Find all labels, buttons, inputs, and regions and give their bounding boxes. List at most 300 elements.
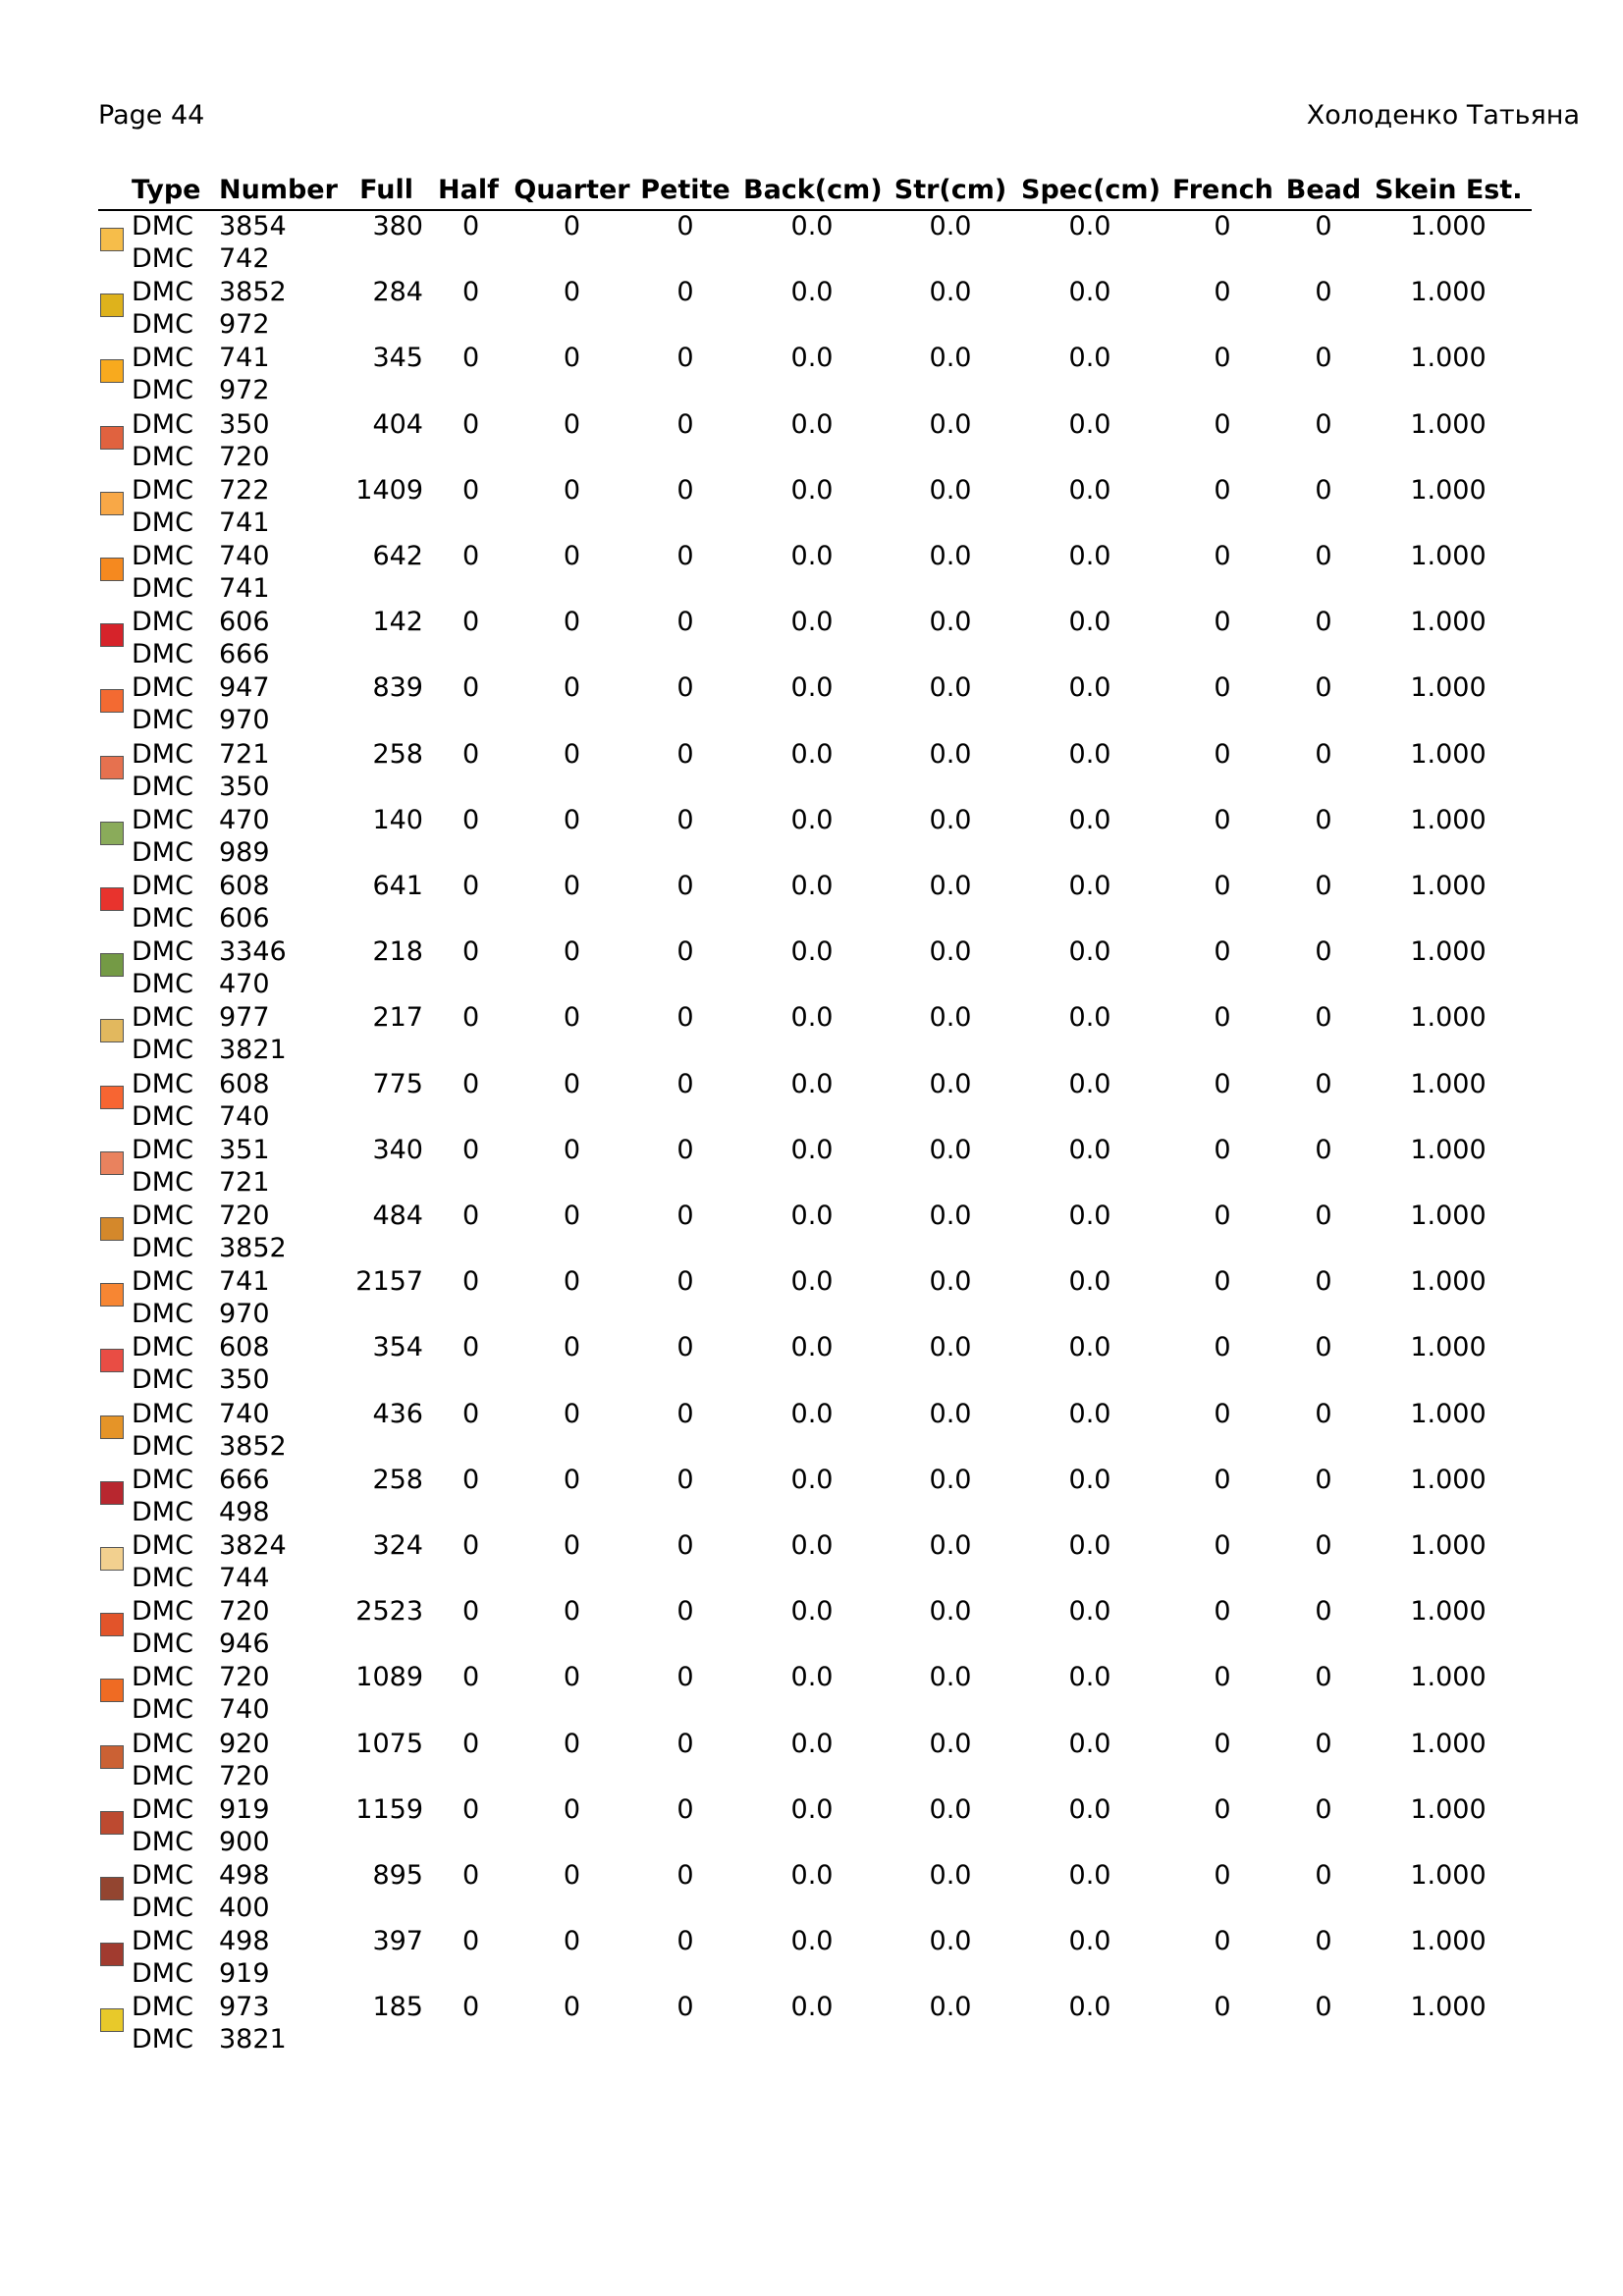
table-row xyxy=(0,1596,1623,1662)
table-row xyxy=(0,475,1623,541)
full-cell: 217 xyxy=(372,1002,423,1034)
str-cell: 0.0 xyxy=(929,1793,972,1825)
full-cell: 484 xyxy=(372,1201,423,1231)
table-row xyxy=(0,211,1623,277)
petite-cell: 0 xyxy=(676,1134,694,1165)
spec-cell: 0.0 xyxy=(1068,738,1111,770)
petite-cell: 0 xyxy=(676,607,694,638)
type-cell: DMC xyxy=(132,1728,193,1759)
number-cell: 3852 xyxy=(219,277,287,308)
french-cell: 0 xyxy=(1214,1926,1231,1957)
quarter-cell: 0 xyxy=(563,1926,581,1957)
number-cell: 720 xyxy=(219,1662,270,1693)
french-cell: 0 xyxy=(1214,871,1231,901)
skein-cell: 1.000 xyxy=(1410,343,1487,374)
quarter-cell: 0 xyxy=(563,936,581,968)
color-swatch xyxy=(100,1151,124,1175)
color-swatch xyxy=(100,1547,124,1571)
table-row xyxy=(0,672,1623,738)
color-swatch xyxy=(100,1943,124,1966)
color-swatch xyxy=(100,1811,124,1835)
full-cell: 839 xyxy=(372,672,423,704)
full-cell: 258 xyxy=(372,738,423,770)
number2-cell: 740 xyxy=(219,1694,270,1726)
skein-cell: 1.000 xyxy=(1410,1992,1487,2023)
color-swatch xyxy=(100,1679,124,1702)
full-cell: 354 xyxy=(372,1332,423,1363)
full-cell: 140 xyxy=(372,804,423,835)
bead-cell: 0 xyxy=(1315,1992,1332,2023)
petite-cell: 0 xyxy=(676,871,694,901)
back-cell: 0.0 xyxy=(790,408,834,440)
skein-cell: 1.000 xyxy=(1410,211,1487,241)
number-cell: 350 xyxy=(219,408,270,440)
table-row xyxy=(0,1992,1623,2057)
skein-cell: 1.000 xyxy=(1410,541,1487,571)
back-cell: 0.0 xyxy=(790,738,834,770)
table-row xyxy=(0,871,1623,936)
str-cell: 0.0 xyxy=(929,1332,972,1363)
petite-cell: 0 xyxy=(676,474,694,506)
back-cell: 0.0 xyxy=(790,804,834,835)
type-cell: DMC xyxy=(132,1134,193,1165)
str-cell: 0.0 xyxy=(929,277,972,308)
skein-cell: 1.000 xyxy=(1410,1002,1487,1034)
back-cell: 0.0 xyxy=(790,277,834,308)
french-cell: 0 xyxy=(1214,1860,1231,1891)
str-cell: 0.0 xyxy=(929,1530,972,1561)
quarter-cell: 0 xyxy=(563,1002,581,1034)
quarter-cell: 0 xyxy=(563,1793,581,1825)
number2-cell: 350 xyxy=(219,771,270,802)
color-swatch xyxy=(100,887,124,911)
half-cell: 0 xyxy=(462,1596,480,1628)
petite-cell: 0 xyxy=(676,1860,694,1891)
spec-cell: 0.0 xyxy=(1068,607,1111,638)
full-cell: 380 xyxy=(372,211,423,241)
page-number: Page 44 xyxy=(98,100,205,131)
spec-cell: 0.0 xyxy=(1068,804,1111,835)
quarter-cell: 0 xyxy=(563,804,581,835)
bead-cell: 0 xyxy=(1315,1068,1332,1099)
bead-cell: 0 xyxy=(1315,1266,1332,1298)
skein-cell: 1.000 xyxy=(1410,1662,1487,1693)
number2-cell: 720 xyxy=(219,441,270,472)
type-cell: DMC xyxy=(132,1530,193,1561)
spec-cell: 0.0 xyxy=(1068,541,1111,571)
quarter-cell: 0 xyxy=(563,1464,581,1495)
petite-cell: 0 xyxy=(676,672,694,704)
full-cell: 142 xyxy=(372,607,423,638)
type2-cell: DMC xyxy=(132,1694,193,1726)
type-cell: DMC xyxy=(132,1793,193,1825)
quarter-cell: 0 xyxy=(563,1134,581,1165)
full-cell: 2157 xyxy=(355,1266,423,1298)
petite-cell: 0 xyxy=(676,1992,694,2023)
spec-cell: 0.0 xyxy=(1068,277,1111,308)
bead-cell: 0 xyxy=(1315,1728,1332,1759)
table-row xyxy=(0,277,1623,343)
col-bead: Bead xyxy=(1285,175,1362,205)
french-cell: 0 xyxy=(1214,1398,1231,1429)
col-type: Type xyxy=(132,175,201,205)
skein-cell: 1.000 xyxy=(1410,1728,1487,1759)
type2-cell: DMC xyxy=(132,1166,193,1198)
color-swatch xyxy=(100,1349,124,1372)
number2-cell: 989 xyxy=(219,836,270,868)
number2-cell: 3821 xyxy=(219,1035,287,1066)
color-swatch xyxy=(100,623,124,647)
type2-cell: DMC xyxy=(132,309,193,341)
skein-cell: 1.000 xyxy=(1410,871,1487,901)
petite-cell: 0 xyxy=(676,1068,694,1099)
back-cell: 0.0 xyxy=(790,541,834,571)
petite-cell: 0 xyxy=(676,1596,694,1628)
back-cell: 0.0 xyxy=(790,1266,834,1298)
full-cell: 258 xyxy=(372,1464,423,1495)
type2-cell: DMC xyxy=(132,1760,193,1791)
type-cell: DMC xyxy=(132,1662,193,1693)
color-swatch xyxy=(100,1217,124,1241)
half-cell: 0 xyxy=(462,871,480,901)
back-cell: 0.0 xyxy=(790,343,834,374)
type-cell: DMC xyxy=(132,474,193,506)
skein-cell: 1.000 xyxy=(1410,277,1487,308)
number-cell: 720 xyxy=(219,1201,270,1231)
quarter-cell: 0 xyxy=(563,1992,581,2023)
number2-cell: 3821 xyxy=(219,2024,287,2056)
color-swatch xyxy=(100,2008,124,2032)
number2-cell: 742 xyxy=(219,243,270,274)
type-cell: DMC xyxy=(132,1266,193,1298)
full-cell: 284 xyxy=(372,277,423,308)
petite-cell: 0 xyxy=(676,541,694,571)
type2-cell: DMC xyxy=(132,1496,193,1527)
spec-cell: 0.0 xyxy=(1068,1596,1111,1628)
french-cell: 0 xyxy=(1214,1793,1231,1825)
type-cell: DMC xyxy=(132,607,193,638)
number-cell: 608 xyxy=(219,871,270,901)
skein-cell: 1.000 xyxy=(1410,1398,1487,1429)
spec-cell: 0.0 xyxy=(1068,1793,1111,1825)
petite-cell: 0 xyxy=(676,408,694,440)
half-cell: 0 xyxy=(462,1201,480,1231)
type2-cell: DMC xyxy=(132,969,193,1000)
skein-cell: 1.000 xyxy=(1410,474,1487,506)
skein-cell: 1.000 xyxy=(1410,672,1487,704)
skein-cell: 1.000 xyxy=(1410,1332,1487,1363)
number2-cell: 972 xyxy=(219,375,270,406)
color-swatch xyxy=(100,689,124,713)
type2-cell: DMC xyxy=(132,1826,193,1857)
str-cell: 0.0 xyxy=(929,1464,972,1495)
back-cell: 0.0 xyxy=(790,1926,834,1957)
spec-cell: 0.0 xyxy=(1068,343,1111,374)
french-cell: 0 xyxy=(1214,1596,1231,1628)
col-skein: Skein Est. xyxy=(1375,175,1523,205)
number-cell: 973 xyxy=(219,1992,270,2023)
half-cell: 0 xyxy=(462,1992,480,2023)
skein-cell: 1.000 xyxy=(1410,1926,1487,1957)
full-cell: 324 xyxy=(372,1530,423,1561)
skein-cell: 1.000 xyxy=(1410,1464,1487,1495)
full-cell: 185 xyxy=(372,1992,423,2023)
french-cell: 0 xyxy=(1214,1530,1231,1561)
table-row xyxy=(0,1399,1623,1465)
table-row xyxy=(0,1794,1623,1860)
number-cell: 722 xyxy=(219,474,270,506)
full-cell: 2523 xyxy=(355,1596,423,1628)
type-cell: DMC xyxy=(132,1002,193,1034)
skein-cell: 1.000 xyxy=(1410,1266,1487,1298)
back-cell: 0.0 xyxy=(790,1662,834,1693)
french-cell: 0 xyxy=(1214,1134,1231,1165)
number-cell: 498 xyxy=(219,1926,270,1957)
back-cell: 0.0 xyxy=(790,936,834,968)
quarter-cell: 0 xyxy=(563,1728,581,1759)
full-cell: 1089 xyxy=(355,1662,423,1693)
type2-cell: DMC xyxy=(132,1233,193,1263)
half-cell: 0 xyxy=(462,1728,480,1759)
bead-cell: 0 xyxy=(1315,474,1332,506)
full-cell: 345 xyxy=(372,343,423,374)
back-cell: 0.0 xyxy=(790,1134,834,1165)
type2-cell: DMC xyxy=(132,1893,193,1923)
type-cell: DMC xyxy=(132,1464,193,1495)
number2-cell: 350 xyxy=(219,1364,270,1396)
str-cell: 0.0 xyxy=(929,1068,972,1099)
type2-cell: DMC xyxy=(132,1629,193,1660)
type2-cell: DMC xyxy=(132,1299,193,1330)
back-cell: 0.0 xyxy=(790,1068,834,1099)
spec-cell: 0.0 xyxy=(1068,1201,1111,1231)
str-cell: 0.0 xyxy=(929,1926,972,1957)
str-cell: 0.0 xyxy=(929,871,972,901)
str-cell: 0.0 xyxy=(929,1201,972,1231)
back-cell: 0.0 xyxy=(790,1201,834,1231)
number-cell: 498 xyxy=(219,1860,270,1891)
french-cell: 0 xyxy=(1214,541,1231,571)
petite-cell: 0 xyxy=(676,1002,694,1034)
half-cell: 0 xyxy=(462,1002,480,1034)
spec-cell: 0.0 xyxy=(1068,1332,1111,1363)
number-cell: 919 xyxy=(219,1793,270,1825)
half-cell: 0 xyxy=(462,738,480,770)
type-cell: DMC xyxy=(132,871,193,901)
back-cell: 0.0 xyxy=(790,672,834,704)
petite-cell: 0 xyxy=(676,343,694,374)
spec-cell: 0.0 xyxy=(1068,672,1111,704)
quarter-cell: 0 xyxy=(563,672,581,704)
half-cell: 0 xyxy=(462,1662,480,1693)
french-cell: 0 xyxy=(1214,1201,1231,1231)
half-cell: 0 xyxy=(462,1266,480,1298)
spec-cell: 0.0 xyxy=(1068,1992,1111,2023)
spec-cell: 0.0 xyxy=(1068,1860,1111,1891)
type2-cell: DMC xyxy=(132,1100,193,1132)
spec-cell: 0.0 xyxy=(1068,936,1111,968)
table-row xyxy=(0,739,1623,805)
type2-cell: DMC xyxy=(132,2024,193,2056)
type2-cell: DMC xyxy=(132,1364,193,1396)
table-row xyxy=(0,1135,1623,1201)
spec-cell: 0.0 xyxy=(1068,1398,1111,1429)
author-name: Холоденко Татьяна xyxy=(1306,100,1580,131)
spec-cell: 0.0 xyxy=(1068,1002,1111,1034)
number2-cell: 970 xyxy=(219,705,270,736)
full-cell: 1409 xyxy=(355,474,423,506)
french-cell: 0 xyxy=(1214,1002,1231,1034)
spec-cell: 0.0 xyxy=(1068,211,1111,241)
quarter-cell: 0 xyxy=(563,607,581,638)
quarter-cell: 0 xyxy=(563,1332,581,1363)
bead-cell: 0 xyxy=(1315,277,1332,308)
type2-cell: DMC xyxy=(132,639,193,670)
petite-cell: 0 xyxy=(676,1201,694,1231)
number2-cell: 498 xyxy=(219,1496,270,1527)
half-cell: 0 xyxy=(462,211,480,241)
petite-cell: 0 xyxy=(676,1464,694,1495)
number2-cell: 606 xyxy=(219,903,270,934)
table-row xyxy=(0,541,1623,607)
table-row xyxy=(0,343,1623,408)
french-cell: 0 xyxy=(1214,1728,1231,1759)
number-cell: 470 xyxy=(219,804,270,835)
half-cell: 0 xyxy=(462,936,480,968)
petite-cell: 0 xyxy=(676,277,694,308)
color-swatch xyxy=(100,756,124,779)
type-cell: DMC xyxy=(132,1926,193,1957)
full-cell: 1159 xyxy=(355,1793,423,1825)
back-cell: 0.0 xyxy=(790,607,834,638)
color-swatch xyxy=(100,1481,124,1505)
bead-cell: 0 xyxy=(1315,1596,1332,1628)
number2-cell: 740 xyxy=(219,1100,270,1132)
type2-cell: DMC xyxy=(132,573,193,604)
bead-cell: 0 xyxy=(1315,1398,1332,1429)
back-cell: 0.0 xyxy=(790,474,834,506)
type-cell: DMC xyxy=(132,804,193,835)
full-cell: 775 xyxy=(372,1068,423,1099)
spec-cell: 0.0 xyxy=(1068,1464,1111,1495)
type2-cell: DMC xyxy=(132,1035,193,1066)
table-row xyxy=(0,1729,1623,1794)
french-cell: 0 xyxy=(1214,474,1231,506)
type2-cell: DMC xyxy=(132,441,193,472)
str-cell: 0.0 xyxy=(929,211,972,241)
str-cell: 0.0 xyxy=(929,738,972,770)
bead-cell: 0 xyxy=(1315,1662,1332,1693)
str-cell: 0.0 xyxy=(929,607,972,638)
type2-cell: DMC xyxy=(132,836,193,868)
spec-cell: 0.0 xyxy=(1068,1728,1111,1759)
col-number: Number xyxy=(219,175,338,205)
number-cell: 741 xyxy=(219,343,270,374)
half-cell: 0 xyxy=(462,1530,480,1561)
quarter-cell: 0 xyxy=(563,277,581,308)
color-swatch xyxy=(100,492,124,515)
petite-cell: 0 xyxy=(676,1266,694,1298)
number2-cell: 720 xyxy=(219,1760,270,1791)
color-swatch xyxy=(100,359,124,383)
number2-cell: 721 xyxy=(219,1166,270,1198)
color-swatch xyxy=(100,1613,124,1636)
half-cell: 0 xyxy=(462,804,480,835)
quarter-cell: 0 xyxy=(563,1860,581,1891)
color-swatch xyxy=(100,1019,124,1042)
french-cell: 0 xyxy=(1214,936,1231,968)
bead-cell: 0 xyxy=(1315,211,1332,241)
table-row xyxy=(0,1530,1623,1596)
type-cell: DMC xyxy=(132,277,193,308)
color-swatch xyxy=(100,1745,124,1769)
table-row xyxy=(0,1266,1623,1332)
full-cell: 895 xyxy=(372,1860,423,1891)
half-cell: 0 xyxy=(462,1464,480,1495)
str-cell: 0.0 xyxy=(929,1398,972,1429)
quarter-cell: 0 xyxy=(563,1662,581,1693)
number2-cell: 919 xyxy=(219,1958,270,1990)
petite-cell: 0 xyxy=(676,1793,694,1825)
number-cell: 947 xyxy=(219,672,270,704)
quarter-cell: 0 xyxy=(563,1530,581,1561)
bead-cell: 0 xyxy=(1315,936,1332,968)
col-petite: Petite xyxy=(640,175,730,205)
half-cell: 0 xyxy=(462,408,480,440)
col-str: Str(cm) xyxy=(893,175,1007,205)
color-swatch xyxy=(100,426,124,450)
half-cell: 0 xyxy=(462,1134,480,1165)
number2-cell: 946 xyxy=(219,1629,270,1660)
number2-cell: 900 xyxy=(219,1826,270,1857)
type2-cell: DMC xyxy=(132,1563,193,1593)
str-cell: 0.0 xyxy=(929,1596,972,1628)
type-cell: DMC xyxy=(132,672,193,704)
skein-cell: 1.000 xyxy=(1410,1793,1487,1825)
full-cell: 218 xyxy=(372,936,423,968)
type-cell: DMC xyxy=(132,1992,193,2023)
col-spec: Spec(cm) xyxy=(1021,175,1161,205)
half-cell: 0 xyxy=(462,277,480,308)
back-cell: 0.0 xyxy=(790,1860,834,1891)
half-cell: 0 xyxy=(462,343,480,374)
type2-cell: DMC xyxy=(132,507,193,538)
back-cell: 0.0 xyxy=(790,1332,834,1363)
number-cell: 608 xyxy=(219,1332,270,1363)
skein-cell: 1.000 xyxy=(1410,1530,1487,1561)
french-cell: 0 xyxy=(1214,1266,1231,1298)
type-cell: DMC xyxy=(132,541,193,571)
petite-cell: 0 xyxy=(676,1926,694,1957)
number-cell: 741 xyxy=(219,1266,270,1298)
number-cell: 720 xyxy=(219,1596,270,1628)
half-cell: 0 xyxy=(462,541,480,571)
spec-cell: 0.0 xyxy=(1068,1266,1111,1298)
spec-cell: 0.0 xyxy=(1068,474,1111,506)
french-cell: 0 xyxy=(1214,672,1231,704)
number-cell: 740 xyxy=(219,1398,270,1429)
full-cell: 642 xyxy=(372,541,423,571)
quarter-cell: 0 xyxy=(563,474,581,506)
french-cell: 0 xyxy=(1214,738,1231,770)
type-cell: DMC xyxy=(132,1332,193,1363)
number-cell: 3854 xyxy=(219,211,287,241)
type-cell: DMC xyxy=(132,1596,193,1628)
skein-cell: 1.000 xyxy=(1410,804,1487,835)
table-row xyxy=(0,409,1623,475)
type-cell: DMC xyxy=(132,408,193,440)
back-cell: 0.0 xyxy=(790,1992,834,2023)
